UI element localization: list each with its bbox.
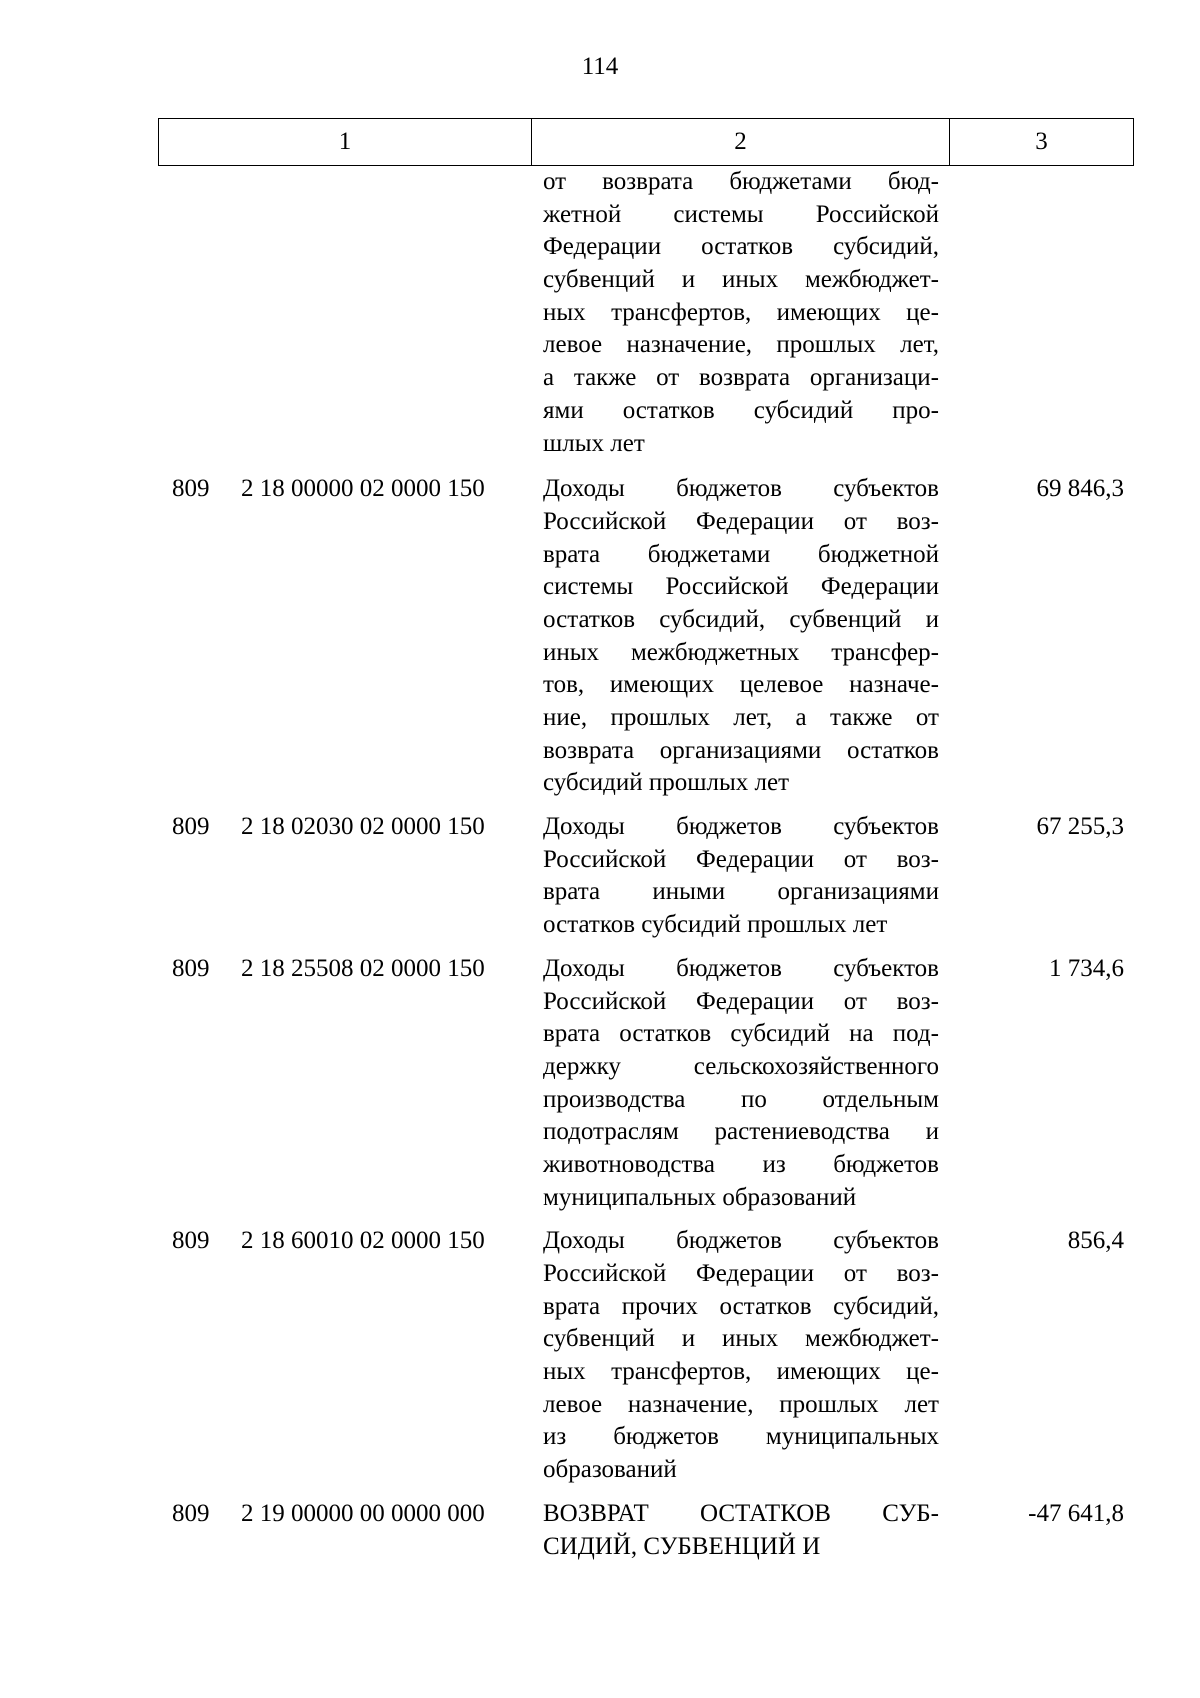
income-name-line: левое назначение, прошлых лет [543, 1390, 939, 1418]
header-col-3: 3 [1035, 128, 1048, 155]
table-row [0, 953, 1200, 1215]
income-name-line: СИДИЙ, СУБВЕНЦИЙ И [543, 1532, 821, 1560]
budget-classification-code: 2 18 60010 02 0000 150 [241, 1227, 485, 1255]
income-name-line: Доходы бюджетов субъектов [543, 475, 939, 503]
income-name-line: ных трансфертов, имеющих це- [543, 1358, 939, 1386]
income-name-line: образований [543, 1456, 677, 1484]
header-col-2: 2 [532, 119, 950, 165]
income-name-line: субсидий прошлых лет [543, 769, 790, 797]
income-name-line: врата прочих остатков субсидий, [543, 1292, 939, 1320]
table-row [0, 166, 1200, 460]
amount: 1 734,6 [1049, 954, 1124, 982]
amount: -47 641,8 [1028, 1499, 1124, 1527]
page-number: 114 [581, 53, 619, 80]
income-name [543, 1225, 939, 1487]
income-name-line: ных трансфертов, имеющих це- [543, 298, 939, 326]
income-name-line: Доходы бюджетов субъектов [543, 954, 939, 982]
admin-code: 809 [172, 813, 210, 841]
income-name-line: левое назначение, прошлых лет, [543, 331, 939, 359]
amount: 69 846,3 [1036, 475, 1124, 503]
income-name-line: остатков субсидий, субвенций и [543, 605, 939, 633]
income-name-line: системы Российской Федерации [543, 573, 939, 601]
income-name-line: Российской Федерации от воз- [543, 507, 939, 535]
income-name-line: Доходы бюджетов субъектов [543, 1227, 939, 1255]
admin-code: 809 [172, 1227, 210, 1255]
income-name [543, 811, 939, 942]
income-name-line: остатков субсидий прошлых лет [543, 911, 888, 939]
admin-code: 809 [172, 1499, 210, 1527]
budget-classification-code: 2 18 02030 02 0000 150 [241, 813, 485, 841]
income-name-line: ями остатков субсидий про- [543, 396, 939, 424]
income-name-line: из бюджетов муниципальных [543, 1423, 939, 1451]
amount: 67 255,3 [1036, 813, 1124, 841]
income-name-line: врата остатков субсидий на под- [543, 1020, 939, 1048]
income-name-line: Федерации остатков субсидий, [543, 233, 939, 261]
income-name-line: врата иными организациями [543, 878, 939, 906]
income-name-line: производства по отдельным [543, 1085, 939, 1113]
income-name-line: держку сельскохозяйственного [543, 1052, 939, 1080]
income-name-line: субвенций и иных межбюджет- [543, 1325, 939, 1353]
income-name-line: шлых лет [543, 429, 645, 457]
header-col-1: 1 [159, 119, 532, 165]
table-row [0, 1225, 1200, 1487]
income-name [543, 166, 939, 460]
income-name-line: субвенций и иных межбюджет- [543, 266, 939, 294]
income-name [543, 473, 939, 800]
income-name-line: возврата организациями остатков [543, 736, 939, 764]
income-name-line: тов, имеющих целевое назначе- [543, 671, 939, 699]
budget-classification-code: 2 19 00000 00 0000 000 [241, 1499, 485, 1527]
amount: 856,4 [1067, 1227, 1124, 1255]
income-name-line: ВОЗВРАТ ОСТАТКОВ СУБ- [543, 1499, 939, 1527]
table-row [0, 1498, 1200, 1563]
table-body [0, 166, 1200, 1563]
income-name [543, 1498, 939, 1563]
income-name-line: подотраслям растениеводства и [543, 1118, 939, 1146]
budget-classification-code: 2 18 25508 02 0000 150 [241, 954, 485, 982]
budget-classification-code: 2 18 00000 02 0000 150 [241, 475, 485, 503]
table-row [0, 811, 1200, 942]
income-name-line: ние, прошлых лет, а также от [543, 704, 939, 731]
income-name-line: а также от возврата организаци- [543, 364, 939, 392]
admin-code: 809 [172, 475, 210, 503]
income-name-line: жетной системы Российской [543, 200, 939, 228]
table-row [0, 473, 1200, 800]
income-name-line: Российской Федерации от воз- [543, 845, 939, 873]
income-name [543, 953, 939, 1215]
income-name-line: муниципальных образований [543, 1183, 857, 1211]
income-name-line: врата бюджетами бюджетной [543, 540, 939, 568]
income-name-line: Доходы бюджетов субъектов [543, 813, 939, 841]
income-name-line: животноводства из бюджетов [543, 1150, 939, 1178]
admin-code: 809 [172, 954, 210, 982]
income-name-line: от возврата бюджетами бюд- [543, 168, 939, 195]
income-name-line: иных межбюджетных трансфер- [543, 638, 939, 666]
income-name-line: Российской Федерации от воз- [543, 987, 939, 1015]
income-name-line: Российской Федерации от воз- [543, 1260, 939, 1287]
table-header [158, 118, 1134, 166]
